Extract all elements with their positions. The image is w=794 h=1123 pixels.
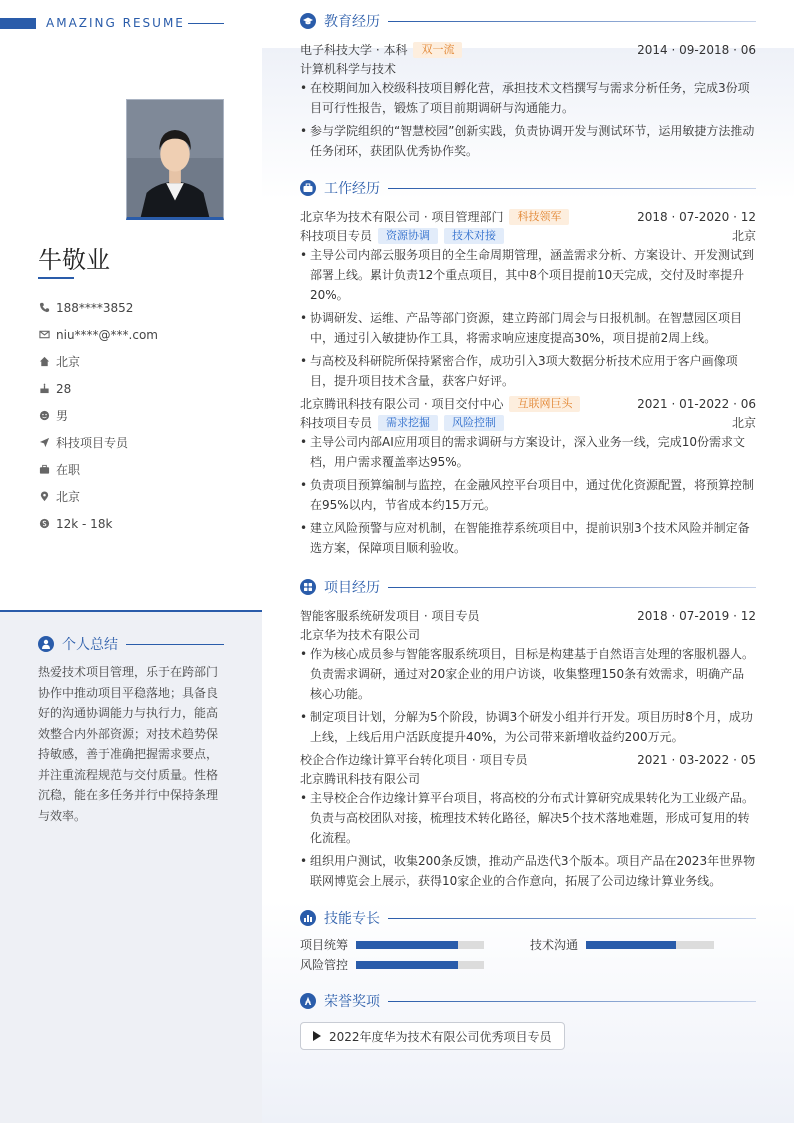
info-salary [38, 510, 158, 537]
list-item: • 主导校企合作边缘计算平台项目，将高校的分布式计算研究成果转化为工业级产品。负责与高校团队对接，梳理技术转化路径，解决5个技术落地难题，形成可复用的转化流程。 [300, 788, 756, 848]
skill-bar [356, 961, 484, 969]
work-item [300, 207, 756, 391]
salary-icon [38, 518, 50, 530]
education-header [300, 12, 756, 30]
info-phone-text: 188****3852 [56, 300, 134, 315]
education-bullets [300, 78, 756, 161]
list-item: • 作为核心成员参与智能客服系统项目，目标是构建基于自然语言处理的客服机器人。负责需求调研，通过对20家企业的用户访谈，收集整理150条有效需求，明确产品核心功能。 [300, 644, 756, 704]
project-org: 北京华为技术有限公司 [300, 628, 421, 642]
project-bullets [300, 788, 756, 891]
send-icon [38, 437, 50, 449]
skills-header [300, 909, 756, 927]
education-date: 2014 · 09-2018 · 06 [637, 42, 756, 57]
project-item [300, 606, 756, 747]
section-education [300, 12, 756, 164]
profile-name: 牛敬业 [38, 246, 110, 274]
skill-tag: 资源协调 [378, 228, 438, 244]
projects-title: 项目经历 [324, 580, 380, 596]
project-date: 2021 · 03-2022 · 05 [637, 752, 756, 767]
project-org-row [300, 625, 756, 644]
skills-title: 技能专长 [324, 911, 380, 927]
summary-divider [126, 644, 224, 645]
info-status [38, 456, 158, 483]
main-content [262, 0, 794, 1123]
summary-text: 热爱技术项目管理，乐于在跨部门协作中推动项目平稳落地；具备良好的沟通协调能力与执行力，能高效整合内外部资源；对技术趋势保持敏感，善于准确把握需求要点，并注重流程规范与交付质量。性格沉稳，能在多任务并行中保持条理与效率。 [38, 665, 219, 823]
school-tag: 双一流 [413, 42, 462, 58]
info-email-text: niu****@***.com [56, 327, 158, 342]
user-icon [38, 636, 54, 652]
skill-tag: 技术对接 [444, 228, 504, 244]
project-name: 智能客服系统研发项目 · 项目专员 [300, 609, 480, 623]
skills-grid [300, 936, 756, 973]
project-org: 北京腾讯科技有限公司 [300, 772, 421, 786]
work-position: 科技项目专员 [300, 229, 373, 243]
work-item [300, 394, 756, 558]
info-phone [38, 294, 158, 321]
project-date: 2018 · 07-2019 · 12 [637, 608, 756, 623]
skill-tag: 需求挖掘 [378, 415, 438, 431]
skill-item [300, 956, 530, 973]
list-item: • 在校期间加入校级科技项目孵化营，承担技术文档撰写与需求分析任务，完成3份项目可行性报告，锻炼了项目前期调研与沟通能力。 [300, 78, 756, 118]
skill-item [530, 936, 756, 953]
info-position-text: 科技项目专员 [56, 436, 129, 450]
project-row [300, 750, 756, 769]
company-name: 北京华为技术有限公司 · 项目管理部门 [300, 210, 504, 224]
work-bullets [300, 245, 756, 391]
info-age [38, 375, 158, 402]
skill-bar-fill [356, 941, 458, 949]
info-home [38, 348, 158, 375]
location-pin-icon [38, 491, 50, 503]
work-date: 2021 · 01-2022 · 06 [637, 396, 756, 411]
skills-divider [388, 918, 756, 919]
project-row [300, 606, 756, 625]
info-email [38, 321, 158, 348]
honors-title: 荣誉奖项 [324, 994, 380, 1010]
section-skills [300, 909, 756, 973]
brand-bar [0, 18, 36, 29]
project-item [300, 750, 756, 891]
grid-icon [300, 579, 316, 595]
skill-bar [586, 941, 714, 949]
work-bullets [300, 432, 756, 558]
work-position-row [300, 226, 756, 245]
name-underline [38, 277, 74, 279]
play-icon [313, 1031, 321, 1041]
list-item: • 主导公司内部云服务项目的全生命周期管理，涵盖需求分析、方案设计、开发测试到部署上线。累计负责12个重点项目，其中8个项目提前10天完成，交付及时率提升20%。 [300, 245, 756, 305]
info-home-text: 北京 [56, 355, 81, 369]
skill-bar-fill [356, 961, 458, 969]
honors-header [300, 992, 756, 1010]
contact-info-list [38, 294, 158, 537]
company-name: 北京腾讯科技有限公司 · 项目交付中心 [300, 397, 504, 411]
briefcase-icon [300, 180, 316, 196]
summary-header [38, 634, 224, 654]
school-name: 电子科技大学 · 本科 [300, 43, 408, 57]
work-row [300, 207, 756, 226]
work-city: 北京 [731, 229, 756, 243]
info-age-text: 28 [56, 381, 72, 396]
brand-title: AMAZING RESUME [46, 16, 185, 30]
info-status-text: 在职 [56, 463, 81, 477]
skill-tag: 风险控制 [444, 415, 504, 431]
summary-title: 个人总结 [62, 637, 118, 653]
graduation-cap-icon [300, 13, 316, 29]
email-icon [38, 329, 50, 341]
list-item: • 组织用户测试，收集200条反馈，推动产品迭代3个版本。项目产品在2023年世界物联网博览会上展示，获得10家企业的合作意向，拓展了公司边缘计算业务线。 [300, 851, 756, 891]
award-icon [300, 993, 316, 1009]
skill-name: 风险管控 [300, 958, 349, 972]
info-location [38, 483, 158, 510]
work-title: 工作经历 [324, 181, 380, 197]
home-icon [38, 356, 50, 368]
project-org-row [300, 769, 756, 788]
section-honors [300, 992, 756, 1050]
project-bullets [300, 644, 756, 747]
education-row [300, 40, 756, 59]
projects-header [300, 578, 756, 596]
list-item: • 与高校及科研院所保持紧密合作，成功引入3项大数据分析技术应用于客户画像项目，提升项目技术含量，获客户好评。 [300, 351, 756, 391]
info-location-text: 北京 [56, 490, 81, 504]
skill-item [300, 936, 530, 953]
work-position-row [300, 413, 756, 432]
honor-text: 2022年度华为技术有限公司优秀项目专员 [329, 1029, 552, 1044]
list-item: • 负责项目预算编制与监控，在金融风控平台项目中，通过优化资源配置，将预算控制在95%以内，节省成本约15万元。 [300, 475, 756, 515]
education-title: 教育经历 [324, 14, 380, 30]
brand-divider [188, 23, 224, 24]
work-city: 北京 [731, 416, 756, 430]
project-name: 校企合作边缘计算平台转化项目 · 项目专员 [300, 753, 528, 767]
education-item [300, 40, 756, 161]
honors-divider [388, 1001, 756, 1002]
skill-bar [356, 941, 484, 949]
info-gender-text: 男 [56, 409, 69, 423]
gender-icon [38, 410, 50, 422]
list-item: • 主导公司内部AI应用项目的需求调研与方案设计，深入业务一线，完成10份需求文档，用户需求覆盖率达95%。 [300, 432, 756, 472]
briefcase-icon [38, 464, 50, 476]
work-position: 科技项目专员 [300, 416, 373, 430]
list-item: • 参与学院组织的“智慧校园”创新实践，负责协调开发与测试环节，运用敏捷方法推动任务闭环，获团队优秀协作奖。 [300, 121, 756, 161]
profile-photo [126, 99, 224, 220]
work-header [300, 179, 756, 197]
work-date: 2018 · 07-2020 · 12 [637, 209, 756, 224]
list-item: • 建立风险预警与应对机制，在智能推荐系统项目中，提前识别3个技术风险并制定备选方案，保障项目顺利验收。 [300, 518, 756, 558]
skill-name: 项目统筹 [300, 938, 349, 952]
list-item: • 协调研发、运维、产品等部门资源，建立跨部门周会与日报机制。在智慧园区项目中，通过引入敏捷协作工具，将需求响应速度提高30%，项目提前2周上线。 [300, 308, 756, 348]
work-divider [388, 188, 756, 189]
company-tag: 互联网巨头 [509, 396, 580, 412]
section-work [300, 179, 756, 561]
major-row [300, 59, 756, 78]
skill-bar-fill [586, 941, 676, 949]
bar-chart-icon [300, 910, 316, 926]
section-projects [300, 578, 756, 894]
info-salary-text: 12k - 18k [56, 516, 113, 531]
major: 计算机科学与技术 [300, 62, 397, 76]
honor-item [300, 1022, 565, 1050]
info-gender [38, 402, 158, 429]
projects-divider [388, 587, 756, 588]
skill-name: 技术沟通 [530, 938, 579, 952]
company-tag: 科技领军 [509, 209, 569, 225]
education-divider [388, 21, 756, 22]
info-position [38, 429, 158, 456]
phone-icon [38, 302, 50, 314]
work-row [300, 394, 756, 413]
list-item: • 制定项目计划，分解为5个阶段，协调3个研发小组并行开发。项目历时8个月，成功上线，上线后用户活跃度提升40%，为公司带来新增收益约200万元。 [300, 707, 756, 747]
sidebar [0, 0, 262, 1123]
cake-icon [38, 383, 50, 395]
